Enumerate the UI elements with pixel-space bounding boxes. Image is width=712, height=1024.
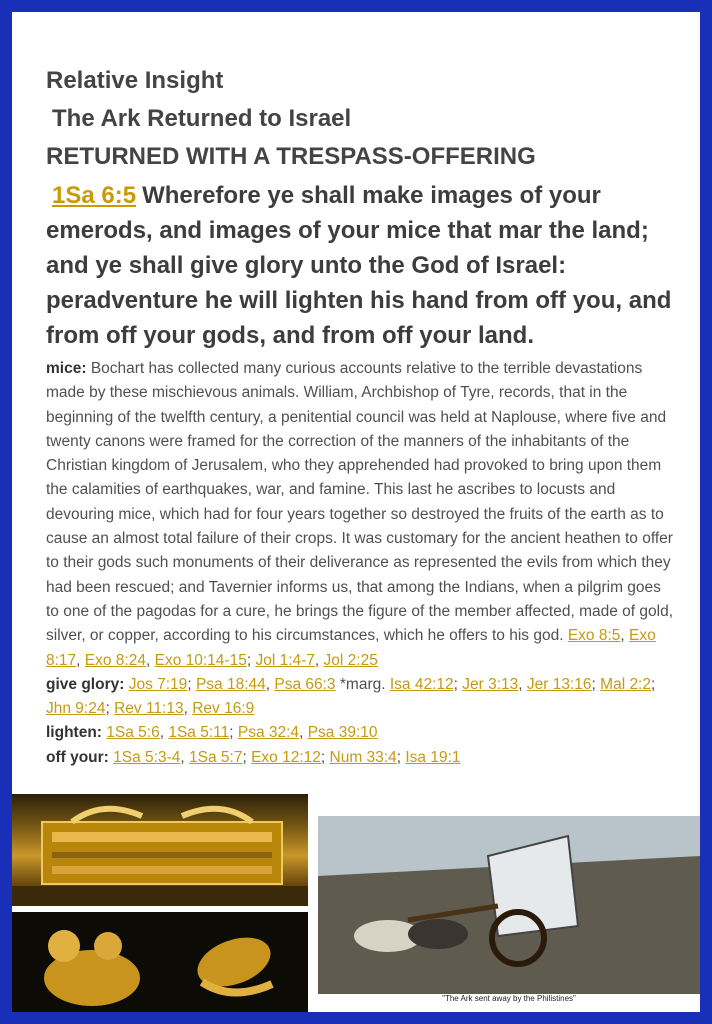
ref-link[interactable]: Mal 2:2 [600,675,651,693]
note-mice: mice: Bochart has collected many curious accounts relative to the terrible devastations made by these mischievous animals. William, Archbishop of Tyre, records, that in the beginning of the twelfth century, a penitential council was held at Naplouse, where five and twenty canons were framed for the correction of the manners of the inhabitants of the Christian kingdom of Jerusalem, who they apprehended had provoked to bring upon them the calamities of earthquakes, war, and famine. This last he ascribes to locusts and devouring mice, which had for four years together so destroyed the fruits of the earth as to cause an almost total failure of their crops. It was customary for the ancient heathen to offer to their gods such monuments of their deliverance as represented the evils from which they had been rescued; and Tavernier informs us, that among the Indians, when a pilgrim goes to one of the pagodas for a cure, he brings the figure of the member affected, made of gold, silver, or copper, according to his circumstances, which he offers to his god. Exo 8:5, Exo 8:17, Exo 8:24, Exo 10:14-15; Jol 1:4-7, Jol 2:25 [46,360,674,669]
image-collage [12,794,700,1012]
ref-link[interactable]: Jer 13:16 [526,675,592,693]
verse-ref-link[interactable]: 1Sa 6:5 [52,182,137,209]
ref-link[interactable]: Exo 8:24 [84,651,146,669]
ref-link[interactable]: 1Sa 5:3-4 [113,748,181,766]
text-area [46,62,676,770]
ark-image [12,794,308,906]
ref-link[interactable]: Exo 10:14-15 [154,651,247,669]
verse-text: Wherefore ye shall make images of your emerods, and images of your mice that mar the land; and ye shall give glory unto the God of Israel: peradventure he will lighten his hand from off you, and from off your gods, and from off your land. [46,182,672,349]
section-heading: RETURNED WITH A TRESPASS-OFFERING [46,143,536,170]
ref-link[interactable]: Psa 32:4 [237,724,300,742]
ref-link[interactable]: 1Sa 5:7 [189,748,243,766]
page-title: Relative Insight [46,67,224,94]
ref-link[interactable]: Jer 3:13 [462,675,519,693]
ark-cart-image [318,816,700,994]
golden-mice-image [12,912,308,1012]
note-label: give glory: [46,675,125,693]
ref-link[interactable]: Psa 39:10 [307,724,378,742]
ref-link[interactable]: Num 33:4 [329,748,397,766]
ref-link[interactable]: 1Sa 5:6 [106,724,160,742]
ref-link[interactable]: Jhn 9:24 [46,700,106,718]
ref-link[interactable]: Psa 18:44 [195,675,266,693]
page-subtitle: The Ark Returned to Israel [52,105,352,132]
note-label: mice: [46,360,87,377]
ark-illustration [12,794,308,906]
note-text: Bochart has collected many curious accounts relative to the terrible devastations made by these mischievous animals. William, Archbishop of Tyre, records, that in the beginning of the twelfth century, a penitential council was held at Naplouse, where five and twenty canons were framed for the correction of the manners of the inhabitants of the Christian kingdom of Jerusalem, who they apprehended had provoked to bring upon them the calamities of earthquakes, war, and famine. This last he ascribes to locusts and devouring mice, which had for four years together so destroyed the fruits of the earth as to cause an almost total failure of their crops. It was customary for the ancient heathen to offer to their gods such monuments of their deliverance as represented the evils from which they had been rescued; and Tavernier informs us, that among the Indians, when a pilgrim goes to one of the pagodas for a cure, he brings the figure of the member affected, made of gold, silver, or copper, according to his circumstances, which he offers to his god. [46,360,674,645]
note-off-your: off your: 1Sa 5:3-4, 1Sa 5:7; Exo 12:12; Num 33:4; Isa 19:1 [46,748,461,766]
page-card [12,12,700,1012]
ref-link[interactable]: Exo 8:17 [46,627,656,669]
ref-link[interactable]: Exo 8:5 [567,627,621,645]
ref-link[interactable]: Rev 11:13 [114,700,184,718]
ref-link[interactable]: Isa 19:1 [405,748,461,766]
cart-illustration [318,816,700,994]
ref-link[interactable]: Isa 42:12 [389,675,454,693]
ref-link[interactable]: Jol 1:4-7 [255,651,315,669]
note-give-glory: give glory: Jos 7:19; Psa 18:44, Psa 66:3 *marg. Isa 42:12; Jer 3:13, Jer 13:16; Mal 2:2; Jhn 9:24; Rev 11:13, Rev 16:9 [46,675,656,718]
note-label: off your: [46,748,109,766]
note-label: lighten: [46,724,102,742]
ref-link[interactable]: Rev 16:9 [192,700,255,718]
image-caption: "The Ark sent away by the Philistines" [442,994,576,1003]
ref-link[interactable]: Jol 2:25 [323,651,378,669]
ref-link[interactable]: Psa 66:3 [274,675,336,693]
mice-illustration [12,912,308,1012]
ref-link[interactable]: 1Sa 5:11 [168,724,230,742]
ref-link[interactable]: Exo 12:12 [251,748,321,766]
note-lighten: lighten: 1Sa 5:6, 1Sa 5:11; Psa 32:4, Psa 39:10 [46,724,378,742]
verse-block [46,178,676,353]
ref-link[interactable]: Jos 7:19 [128,675,188,693]
marg-text: *marg. [339,675,386,693]
